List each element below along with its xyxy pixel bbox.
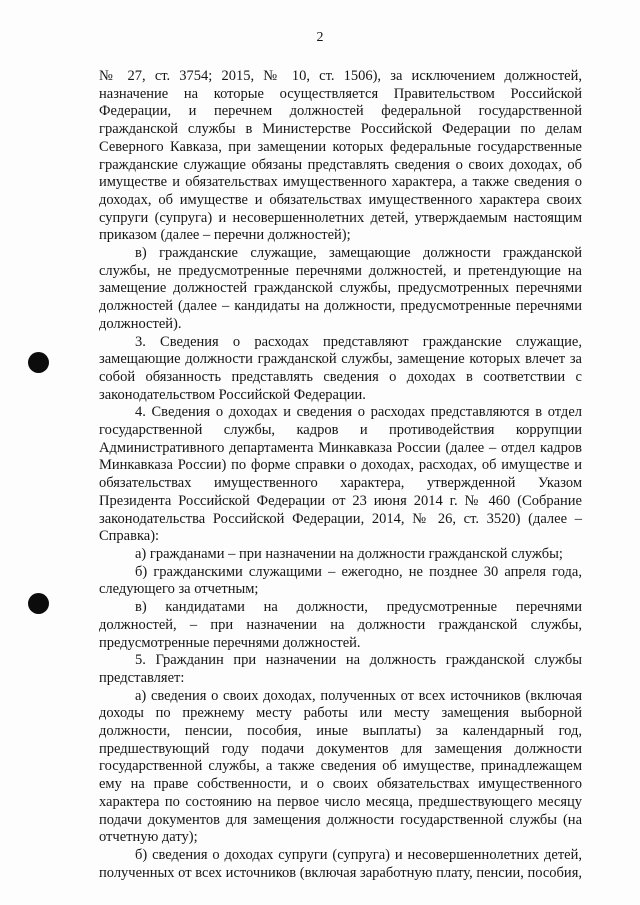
document-body <box>99 68 582 882</box>
paragraph-5b-family-income: б) сведения о доходах супруги (супруга) и несовершеннолетних детей, полученных от всех источников (включая заработную плату, пенсии, пособия, <box>99 846 582 881</box>
paragraph-3-expenses: 3. Сведения о расходах представляют гражданские служащие, замещающие должности гражданской службы, замещение которых влечет за собой обязанность представлять сведения о доходах в соответствии с законодательством Российской Федерации. <box>99 333 582 403</box>
paragraph-4-submission: 4. Сведения о доходах и сведения о расходах представляются в отдел государственной службы, кадров и противодействия коррупции Административного департамента Минкавказа России (далее – отдел кадров Минкавказа России) по форме справки о доходах, расходах, об имуществе и обязательствах имущественного характера, утвержденной Указом Президента Российской Федерации от 23 июня 2014 г. № 460 (Собрание законодательства Российской Федерации, 2014, № 26, ст. 3520) (далее – Справка): <box>99 404 582 545</box>
page-number: 2 <box>316 30 324 45</box>
paragraph-item-v-civil-servants: в) гражданские служащие, замещающие должности гражданской службы, не предусмотренные перечнями должностей, и претендующие на замещение должностей гражданской службы, предусмотренных перечнями должностей (далее – кандидаты на должности, предусмотренные перечнями должностей). <box>99 245 582 332</box>
paragraph-4b-civil-servants: б) гражданскими служащими – ежегодно, не позднее 30 апреля года, следующего за отчетным; <box>99 563 582 598</box>
paragraph-continuation: № 27, ст. 3754; 2015, № 10, ст. 1506), за исключением должностей, назначение на которые осуществляется Правительством Российской Федерации, и перечнем должностей федеральной государственной гражданской службы в Министерстве Российской Федерации по делам Северного Кавказа, при замещении которых федеральные государственные гражданские служащие обязаны представлять сведения о своих доходах, об имуществе и обязательствах имущественного характера, а также сведения о доходах, об имуществе и обязательствах имущественного характера своих супруги (супруга) и несовершеннолетних детей, утверждаемым настоящим приказом (далее – перечни должностей); <box>99 68 582 244</box>
paragraph-4a-citizens: а) гражданами – при назначении на должности гражданской службы; <box>135 545 563 562</box>
punch-hole-bottom <box>28 593 49 614</box>
paragraph-5a-own-income: а) сведения о своих доходах, полученных от всех источников (включая доходы по прежнему месту работы или месту замещения выборной должности, пенсии, пособия, иные выплаты) за календарный год, предшествующий году подачи документов для замещения должности государственной службы, а также сведения об имуществе, принадлежащем ему на праве собственности, и о своих обязательствах имущественного характера по состоянию на первое число месяца, предшествующего месяцу подачи документов для замещения должности государственной службы (на отчетную дату); <box>99 687 582 846</box>
paragraph-4v-candidates: в) кандидатами на должности, предусмотренные перечнями должностей, – при назначении на должности гражданской службы, предусмотренные перечнями должностей. <box>99 599 582 651</box>
punch-hole-top <box>28 352 49 373</box>
paragraph-5-citizen-submits: 5. Гражданин при назначении на должность гражданской службы представляет: <box>99 652 582 686</box>
